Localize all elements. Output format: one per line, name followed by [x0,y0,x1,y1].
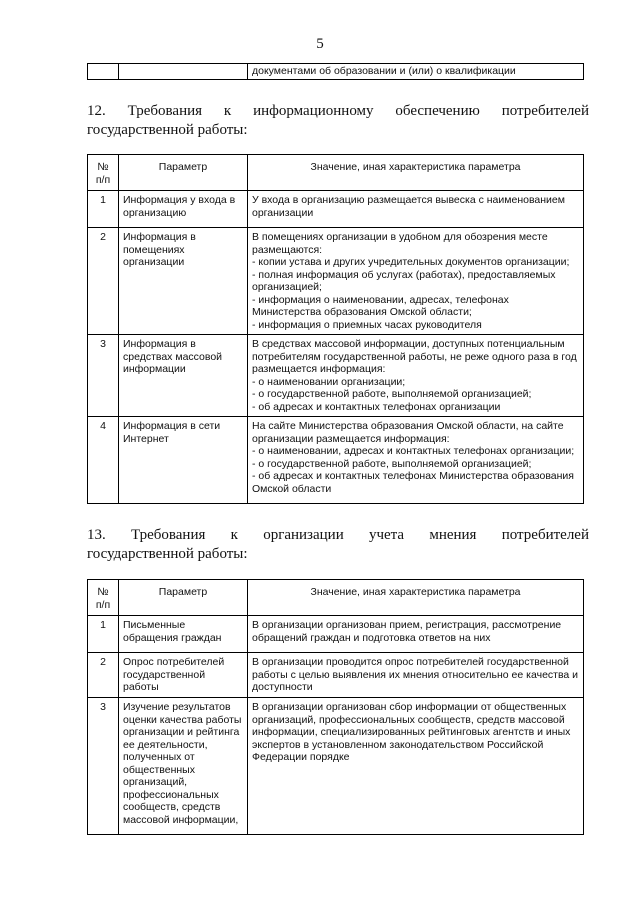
value-line: В организации проводится опрос потребителей государственной работы с целью выявления их мнения относительно ее качества и доступности [252,656,579,693]
continued-table [87,63,584,80]
heading-word: к [223,103,232,119]
row-parameter: Опрос потребителей государственной работы [119,653,248,698]
row-parameter: Изучение результатов оценки качества работы организации и рейтинга ее деятельности, полученных от общественных организаций, профессиональных сообществ, средств массовой информации, [119,698,248,835]
row-number: 2 [88,228,119,335]
row-value [248,653,584,698]
row-value [248,417,584,504]
heading-word: 13. [87,527,106,543]
heading-word: потребителей [501,527,589,543]
section-12-heading [87,102,589,140]
row-number: 1 [88,616,119,653]
column-header-num: № п/п [88,155,119,191]
row-number: 4 [88,417,119,504]
value-line: В организации организован прием, регистрация, рассмотрение обращений граждан и подготовка ответов на них [252,619,562,644]
cell-empty [88,64,119,80]
heading-word: к [230,527,238,543]
heading-line-1 [87,526,589,545]
value-line: - об адресах и контактных телефонах организации [252,400,501,413]
value-line: - о государственной работе, выполняемой организацией; [252,388,532,400]
column-header-value: Значение, иная характеристика параметра [248,580,584,616]
heading-word: потребителей [501,103,589,119]
value-line: - о наименовании, адресах и контактных телефонах организации; [252,445,575,457]
heading-word: 12. [87,103,106,119]
heading-line-1 [87,102,589,121]
value-line: - информация о наименовании, адресах, телефонах Министерства образования Омской области; [252,293,509,318]
table-row [88,228,584,335]
row-number: 3 [88,698,119,835]
value-line: - об адресах и контактных телефонах Министерства образования Омской области [252,470,574,495]
table-row [88,191,584,228]
heading-word: Требования [131,527,206,543]
row-parameter: Информация в сети Интернет [119,417,248,504]
heading-word: учета [368,527,405,543]
row-parameter: Письменные обращения граждан [119,616,248,653]
section-13-heading [87,526,589,564]
value-line: На сайте Министерства образования Омской области, на сайте организации размещается информация: [252,420,564,445]
value-line: - о наименовании организации; [252,375,406,388]
row-value [248,616,584,653]
value-line: - копии устава и других учредительных документов организации; [252,256,570,268]
heading-word: мнения [429,527,477,543]
table-row [88,653,584,698]
heading-line-2: государственной работы: [87,122,248,138]
value-line: - полная информация об услугах (работах), предоставляемых организацией; [252,268,556,293]
column-header-param: Параметр [119,155,248,191]
value-line: В помещениях организации в удобном для обозрения месте размещаются: [252,231,548,256]
table-row [88,698,584,835]
row-value [248,191,584,228]
row-number: 1 [88,191,119,228]
table-header-row [88,155,584,191]
heading-word: Требования [127,103,203,119]
heading-word: организации [263,527,344,543]
cell-value: документами об образовании и (или) о квалификации [248,64,584,80]
value-line: - о государственной работе, выполняемой организацией; [252,457,532,470]
table-row [88,417,584,504]
column-header-param: Параметр [119,580,248,616]
table-row [88,335,584,417]
heading-word: обеспечению [395,103,480,119]
value-line: У входа в организацию размещается вывеска с наименованием организации [252,194,565,219]
cell-empty [119,64,248,80]
row-parameter: Информация в помещениях организации [119,228,248,335]
table-header-row [88,580,584,616]
value-line: В организации организован сбор информации от общественных организаций, профессиональных сообществ, средств массовой информации, специализированных рейтинговых агентств и иных экспертов в установленном законодательством Российской Федерации порядке [252,701,571,763]
row-value [248,698,584,835]
row-parameter: Информация в средствах массовой информации [119,335,248,417]
column-header-num: № п/п [88,580,119,616]
heading-word: информационному [253,103,374,119]
row-value [248,228,584,335]
table-row [88,616,584,653]
row-value [248,335,584,417]
row-parameter: Информация у входа в организацию [119,191,248,228]
value-line: - информация о приемных часах руководителя [252,318,482,331]
section-12-table [87,154,584,504]
heading-line-2: государственной работы: [87,546,248,562]
row-number: 3 [88,335,119,417]
column-header-value: Значение, иная характеристика параметра [248,155,584,191]
value-line: В средствах массовой информации, доступных потенциальным потребителям государственной работы, не реже одного раза в год размещается информация: [252,338,577,375]
row-number: 2 [88,653,119,698]
page-number: 5 [316,36,324,52]
section-13-table [87,579,584,835]
